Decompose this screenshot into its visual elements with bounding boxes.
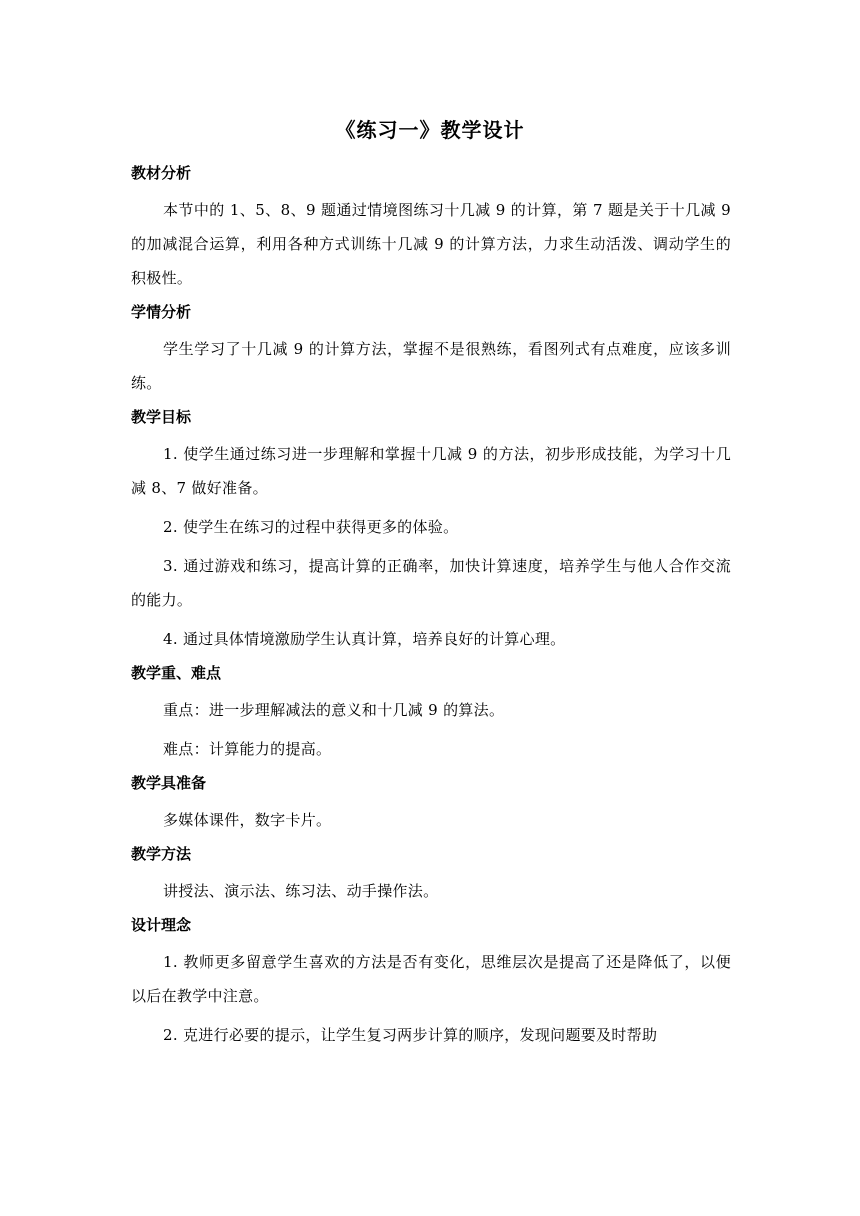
paragraph: 1. 教师更多留意学生喜欢的方法是否有变化，思维层次是提高了还是降低了，以便以后在教学中注意。 bbox=[131, 953, 731, 1005]
paragraph: 3. 通过游戏和练习，提高计算的正确率，加快计算速度，培养学生与他人合作交流的能力。 bbox=[131, 557, 731, 609]
section-teaching-methods bbox=[131, 843, 731, 908]
paragraph: 本节中的 1、5、8、9 题通过情境图练习十几减 9 的计算，第 7 题是关于十几减 9 的加减混合运算，利用各种方式训练十几减 9 的计算方法，力求生动活泼、调动学生的积极性。 bbox=[131, 201, 731, 287]
section-heading: 教学目标 bbox=[131, 408, 192, 426]
section-textbook-analysis bbox=[131, 162, 731, 295]
section-design-concept bbox=[131, 914, 731, 1052]
section-heading: 设计理念 bbox=[131, 916, 192, 934]
document-title: 《练习一》教学设计 bbox=[335, 118, 525, 142]
paragraph: 1. 使学生通过练习进一步理解和掌握十几减 9 的方法，初步形成技能，为学习十几减 8、7 做好准备。 bbox=[131, 445, 731, 497]
section-heading: 学情分析 bbox=[131, 303, 192, 321]
section-teaching-materials bbox=[131, 772, 731, 837]
section-heading: 教材分析 bbox=[131, 164, 192, 182]
paragraph: 4. 通过具体情境激励学生认真计算，培养良好的计算心理。 bbox=[163, 630, 566, 648]
section-heading: 教学具准备 bbox=[131, 774, 207, 792]
document-body bbox=[131, 162, 731, 1058]
section-heading: 教学重、难点 bbox=[131, 664, 222, 682]
paragraph: 难点：计算能力的提高。 bbox=[163, 740, 332, 758]
section-teaching-goals bbox=[131, 406, 731, 656]
section-key-difficult-points bbox=[131, 662, 731, 766]
paragraph: 学生学习了十几减 9 的计算方法，掌握不是很熟练，看图列式有点难度，应该多训练。 bbox=[131, 340, 731, 392]
paragraph: 讲授法、演示法、练习法、动手操作法。 bbox=[163, 882, 439, 900]
paragraph: 2. 使学生在练习的过程中获得更多的体验。 bbox=[163, 518, 459, 536]
paragraph: 2. 克进行必要的提示，让学生复习两步计算的顺序，发现问题要及时帮助 bbox=[163, 1026, 658, 1044]
paragraph: 多媒体课件，数字卡片。 bbox=[163, 811, 332, 829]
paragraph: 重点：进一步理解减法的意义和十几减 9 的算法。 bbox=[163, 701, 505, 719]
section-student-analysis bbox=[131, 301, 731, 400]
section-heading: 教学方法 bbox=[131, 845, 192, 863]
